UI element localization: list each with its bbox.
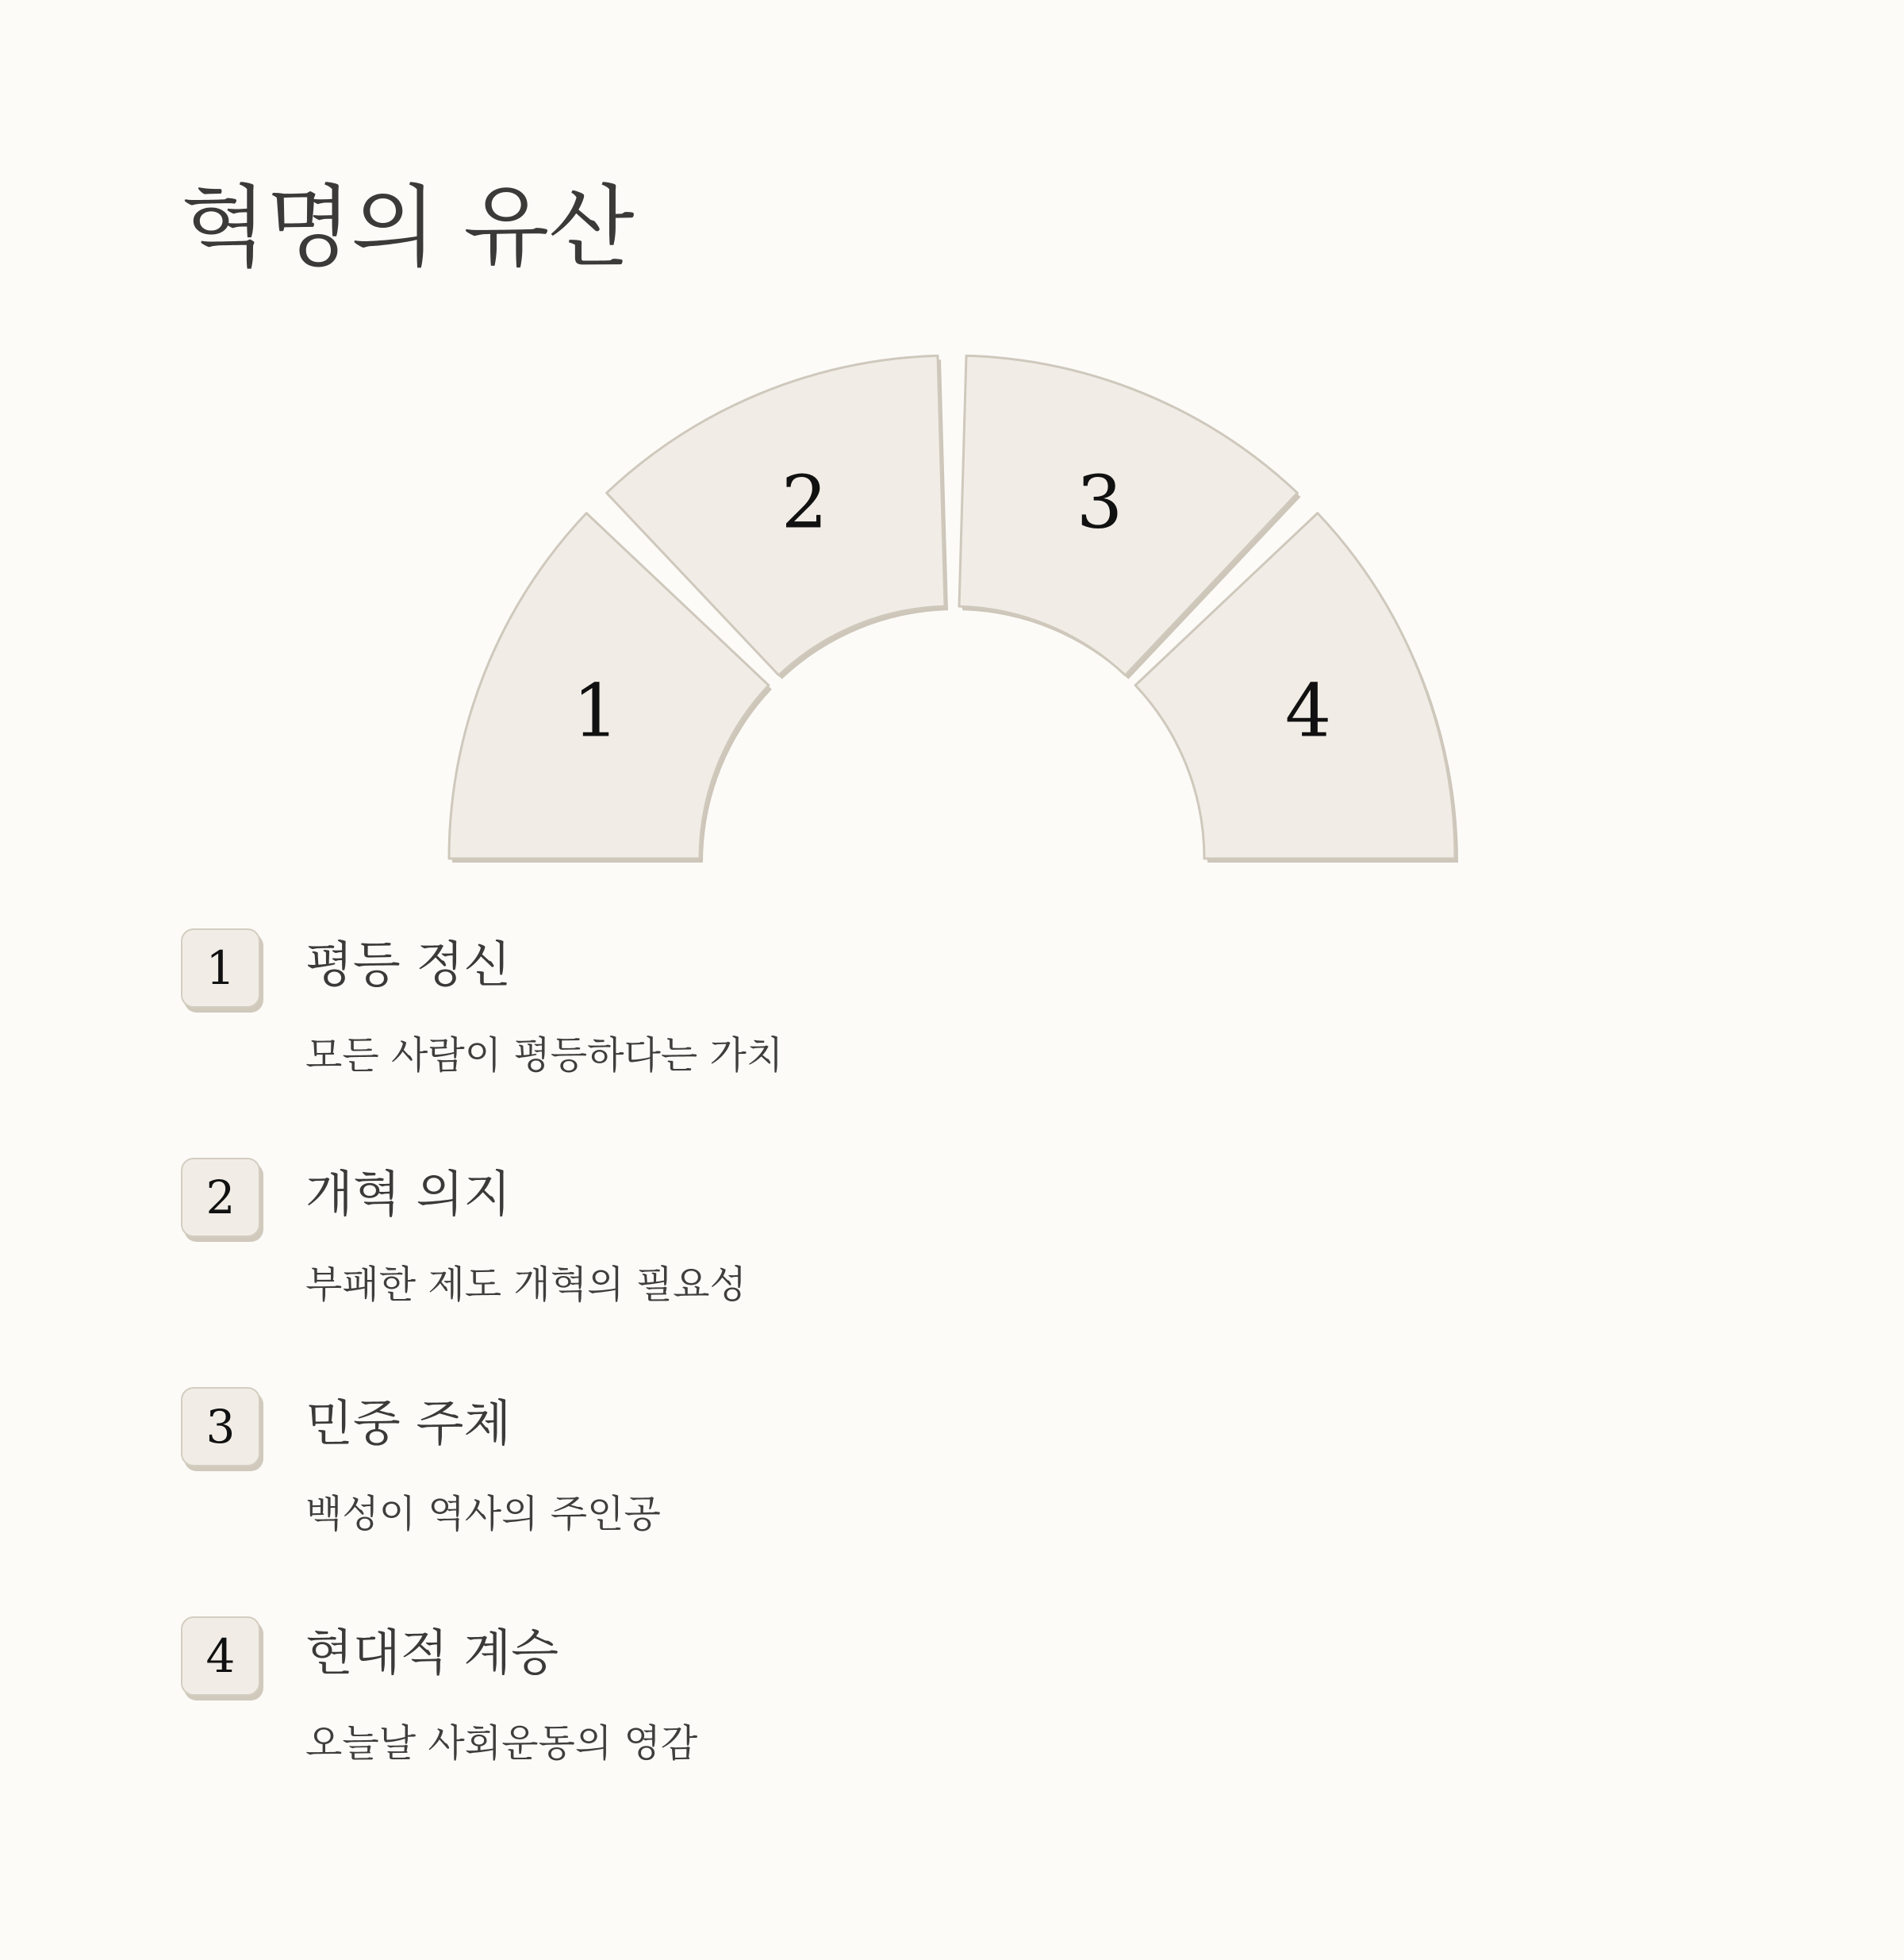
- arch-segment-number: 2: [781, 459, 828, 545]
- item-title: 민중 주체: [305, 1394, 512, 1452]
- page-title: 혁명의 유산: [181, 176, 634, 279]
- item-number-badge: 1: [181, 928, 260, 1008]
- item-title: 평등 정신: [305, 936, 512, 993]
- arch-segment-number: 3: [1076, 459, 1123, 545]
- item-title: 개혁 의지: [305, 1165, 512, 1223]
- arch-segment-number: 4: [1284, 668, 1332, 754]
- list-item: [181, 1387, 1450, 1593]
- item-description: 부패한 제도 개혁의 필요성: [305, 1262, 747, 1307]
- item-description: 모든 사람이 평등하다는 가치: [305, 1033, 784, 1078]
- item-number-badge: 3: [181, 1387, 260, 1466]
- list-item: [181, 1616, 1450, 1823]
- item-title: 현대적 계승: [305, 1624, 559, 1681]
- item-description: 오늘날 사회운동의 영감: [305, 1721, 698, 1766]
- list-item: [181, 1158, 1450, 1364]
- item-number-badge: 2: [181, 1158, 260, 1237]
- list-item: [181, 928, 1450, 1135]
- arch-segment-number: 1: [572, 668, 620, 754]
- item-description: 백성이 역사의 주인공: [305, 1492, 661, 1536]
- arch-diagram: [0, 0, 1904, 889]
- item-number-badge: 4: [181, 1616, 260, 1696]
- legend-list: [181, 928, 1450, 1817]
